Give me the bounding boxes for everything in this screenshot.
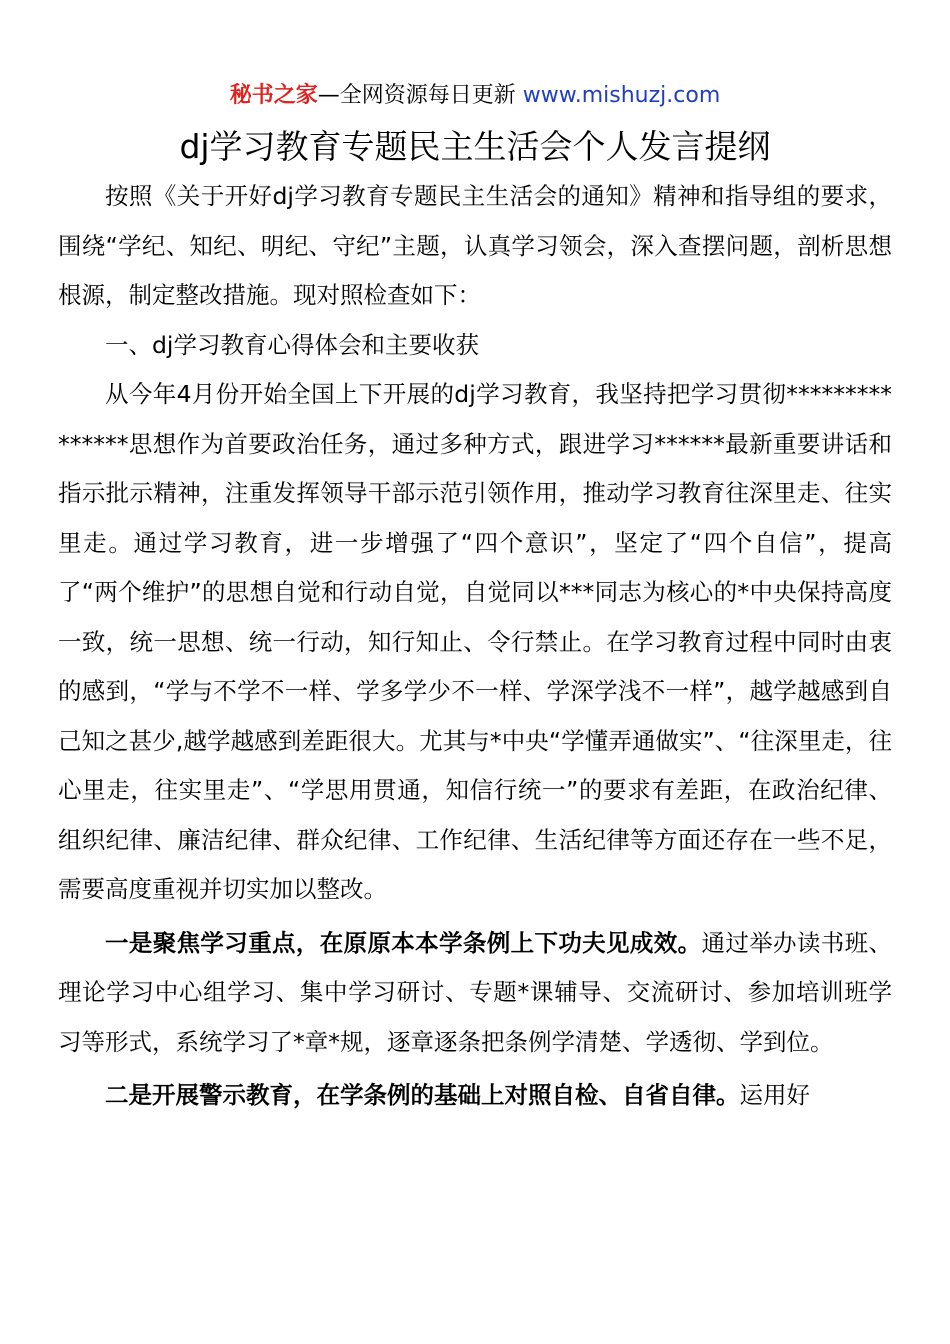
- body-paragraph-point-2: [58, 1071, 892, 1121]
- site-url[interactable]: www.mishuzj.com: [522, 83, 721, 108]
- point-2-text: 运用好: [739, 1081, 810, 1109]
- point-2-lead: 二是开展警示教育，在学条例的基础上对照自检、自省自律。: [105, 1081, 740, 1109]
- section-heading: 一、dj学习教育心得体会和主要收获: [105, 330, 479, 359]
- site-slogan: —全网资源每日更新: [317, 83, 516, 108]
- intro-paragraph: 按照《关于开好dj学习教育专题民主生活会的通知》精神和指导组的要求，围绕“学纪、知纪、明纪、守纪”主题，认真学习领会，深入查摆问题，剖析思想根源，制定整改措施。现对照检查如下：: [58, 182, 892, 309]
- document-title: dj学习教育专题民主生活会个人发言提纲: [179, 127, 771, 166]
- watermark-header: [0, 80, 950, 112]
- site-brand: 秘书之家: [229, 83, 318, 108]
- point-1-text: 通过举办读书班、理论学习中心组学习、集中学习研讨、专题*课辅导、交流研讨、参加培训班学习等形式，系统学习了*章*规，逐章逐条把条例学清楚、学透彻、学到位。: [58, 928, 892, 1056]
- point-1-lead: 一是聚焦学习重点，在原原本本学条例上下功夫见成效。: [105, 928, 702, 957]
- document-body: [58, 172, 892, 1121]
- body-paragraph-point-1: [58, 919, 892, 1068]
- body-paragraph: 从今年4月份开始全国上下开展的dj学习教育，我坚持把学习贯彻***************思想作为首要政治任务，通过多种方式，跟进学习******最新重要讲话和指示批示精神，注重发挥领导干部示范引领作用，推动学习教育往深里走、往实里走。通过学习教育，进一步增强了“四个意识”，坚定了“四个自信”，提高了“两个维护”的思想自觉和行动自觉，自觉同以***同志为核心的*中央保持高度一致，统一思想、统一行动，知行知止、令行禁止。在学习教育过程中同时由衷的感到，“学与不学不一样、学多学少不一样、学深学浅不一样”，越学越感到自己知之甚少,越学越感到差距很大。尤其与*中央“学懂弄通做实”、“往深里走，往心里走，往实里走”、“学思用贯通，知信行统一”的要求有差距，在政治纪律、组织纪律、廉洁纪律、群众纪律、工作纪律、生活纪律等方面还存在一些不足，需要高度重视并切实加以整改。: [58, 380, 892, 903]
